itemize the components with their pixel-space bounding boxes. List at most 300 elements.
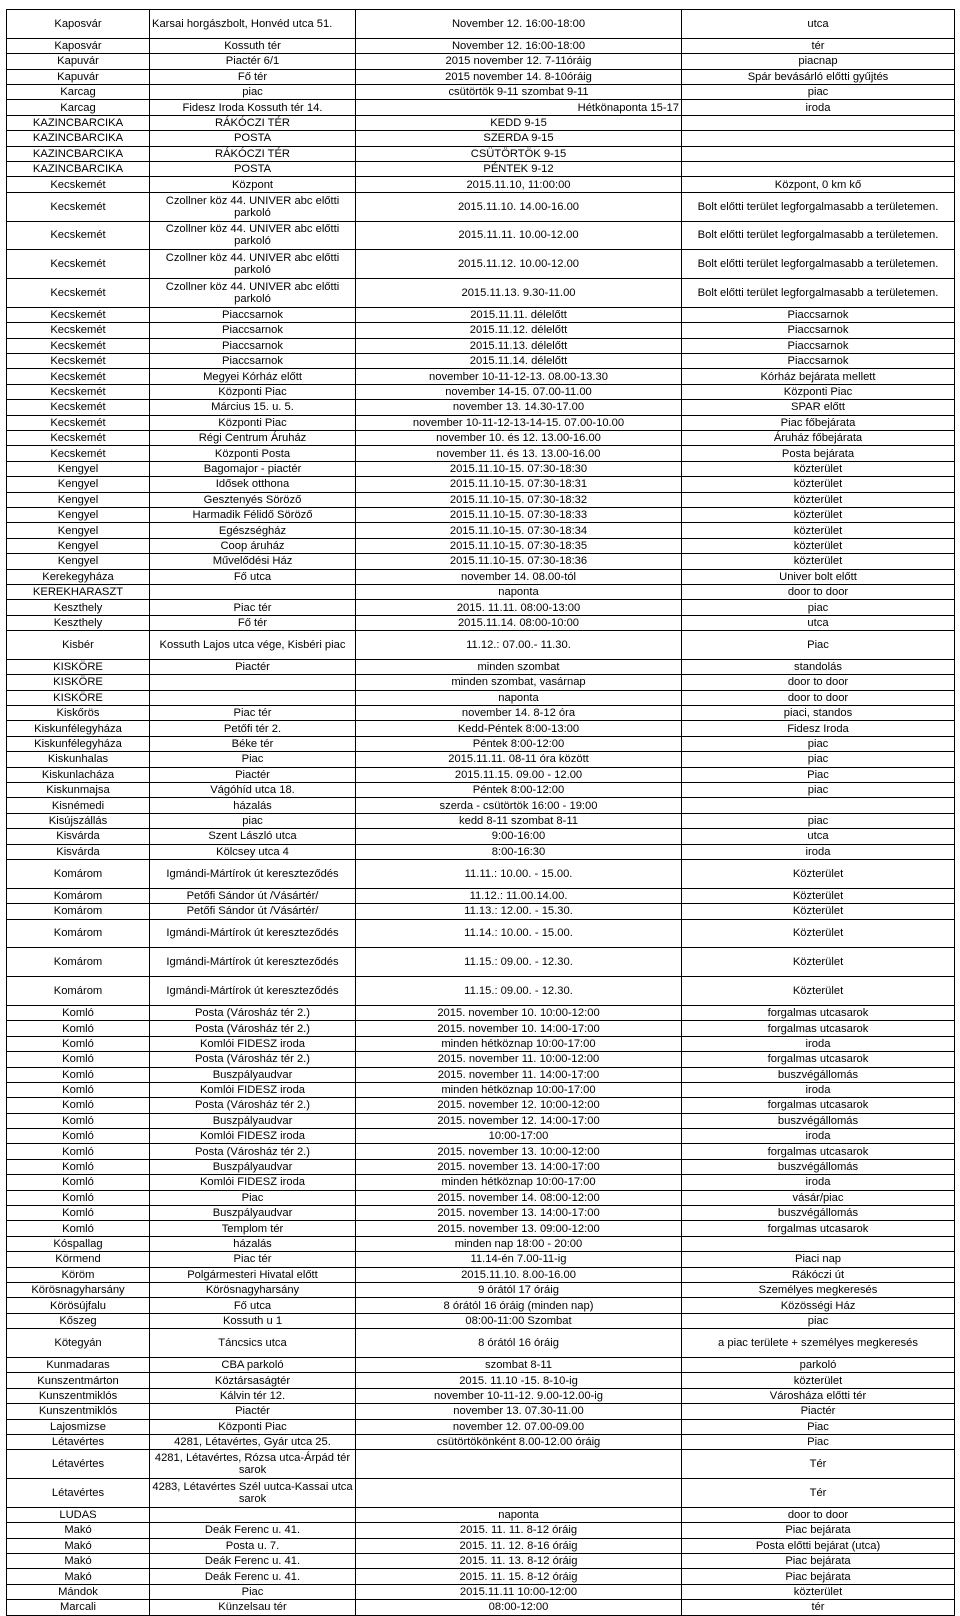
time-cell: 2015 november 14. 8-10óráig (356, 69, 682, 84)
note-cell: Posta előtti bejárat (utca) (682, 1538, 955, 1553)
town-cell: Komló (7, 1098, 150, 1113)
table-row (7, 1052, 955, 1067)
place-cell: Idősek otthona (150, 477, 356, 492)
note-cell: Tér (682, 1450, 955, 1479)
town-cell: Keszthely (7, 615, 150, 630)
table-row (7, 131, 955, 146)
time-cell: 2015. 11. 11. 8-12 óráig (356, 1523, 682, 1538)
place-cell: Komlói FIDESZ iroda (150, 1036, 356, 1051)
note-cell: piacnap (682, 54, 955, 69)
place-cell: Igmándi-Mártírok út kereszteződés (150, 919, 356, 948)
time-cell: 2015.11.10-15. 07:30-18:34 (356, 523, 682, 538)
time-cell: 2015.11.11. 10.00-12.00 (356, 221, 682, 250)
table-row (7, 752, 955, 767)
town-cell: KAZINCBARCIKA (7, 115, 150, 130)
note-cell: Piac (682, 767, 955, 782)
note-cell: vásár/piac (682, 1190, 955, 1205)
table-row (7, 1584, 955, 1599)
place-cell (150, 1507, 356, 1522)
note-cell: Áruház főbejárata (682, 431, 955, 446)
table-row (7, 1005, 955, 1020)
time-cell: 2015.11.11 10:00-12:00 (356, 1584, 682, 1599)
note-cell: Közterület (682, 977, 955, 1006)
note-cell: piac (682, 84, 955, 99)
town-cell: Karcag (7, 84, 150, 99)
table-row (7, 904, 955, 919)
time-cell: PÉNTEK 9-12 (356, 161, 682, 176)
place-cell: Vágóhíd utca 18. (150, 783, 356, 798)
note-cell: Közterület (682, 888, 955, 903)
place-cell: Fő utca (150, 1298, 356, 1313)
table-row (7, 615, 955, 630)
table-row (7, 1036, 955, 1051)
town-cell: Kecskemét (7, 415, 150, 430)
note-cell: buszvégállomás (682, 1159, 955, 1174)
time-cell: 2015. 11. 15. 8-12 óráig (356, 1569, 682, 1584)
note-cell: közterület (682, 1584, 955, 1599)
time-cell: szerda - csütörtök 16:00 - 19:00 (356, 798, 682, 813)
note-cell: iroda (682, 1129, 955, 1144)
note-cell: door to door (682, 1507, 955, 1522)
table-row (7, 477, 955, 492)
place-cell: Piactér (150, 1404, 356, 1419)
place-cell: piac (150, 813, 356, 828)
note-cell: buszvégállomás (682, 1206, 955, 1221)
table-row (7, 1388, 955, 1403)
time-cell: 2015.11.12. délelőtt (356, 323, 682, 338)
place-cell: Posta (Városház tér 2.) (150, 1052, 356, 1067)
place-cell: Fő tér (150, 69, 356, 84)
town-cell: KISKÖRE (7, 659, 150, 674)
town-cell: Körösnagyharsány (7, 1282, 150, 1297)
note-cell: Piac bejárata (682, 1554, 955, 1569)
time-cell: 2015. 11.10 -15. 8-10-ig (356, 1373, 682, 1388)
table-row (7, 736, 955, 751)
place-cell: Piactér 6/1 (150, 54, 356, 69)
town-cell: Kengyel (7, 477, 150, 492)
time-cell: csütörtök 9-11 szombat 9-11 (356, 84, 682, 99)
place-cell: Posta (Városház tér 2.) (150, 1098, 356, 1113)
place-cell: Kossuth u 1 (150, 1313, 356, 1328)
place-cell: Piaccsarnok (150, 307, 356, 322)
town-cell: Létavértes (7, 1479, 150, 1508)
table-row (7, 431, 955, 446)
table-row (7, 84, 955, 99)
town-cell: Kecskemét (7, 446, 150, 461)
table-row (7, 1175, 955, 1190)
time-cell: minden szombat, vasárnap (356, 675, 682, 690)
note-cell: közterület (682, 523, 955, 538)
time-cell: 2015. november 14. 08:00-12:00 (356, 1190, 682, 1205)
time-cell: 2015.11.10-15. 07:30-18:33 (356, 507, 682, 522)
table-row (7, 1159, 955, 1174)
place-cell: Egészségház (150, 523, 356, 538)
note-cell: piac (682, 783, 955, 798)
time-cell: 9 órától 17 óráig (356, 1282, 682, 1297)
place-cell: Március 15. u. 5. (150, 400, 356, 415)
note-cell: door to door (682, 675, 955, 690)
table-row (7, 1523, 955, 1538)
note-cell: piac (682, 813, 955, 828)
town-cell: Komárom (7, 888, 150, 903)
time-cell: 2015. november 13. 10:00-12:00 (356, 1144, 682, 1159)
time-cell: 2015. november 13. 09:00-12:00 (356, 1221, 682, 1236)
note-cell (682, 146, 955, 161)
time-cell: 2015. november 10. 10:00-12:00 (356, 1005, 682, 1020)
note-cell: Közterület (682, 948, 955, 977)
note-cell: Piac főbejárata (682, 415, 955, 430)
time-cell: november 13. 07.30-11.00 (356, 1404, 682, 1419)
place-cell: Karsai horgászbolt, Honvéd utca 51. (150, 10, 356, 39)
town-cell: Kapuvár (7, 69, 150, 84)
place-cell: Piaccsarnok (150, 323, 356, 338)
town-cell: Komárom (7, 977, 150, 1006)
table-row (7, 192, 955, 221)
place-cell: Központi Piac (150, 415, 356, 430)
place-cell: POSTA (150, 161, 356, 176)
table-row (7, 100, 955, 115)
place-cell: Buszpályaudvar (150, 1067, 356, 1082)
note-cell: door to door (682, 584, 955, 599)
town-cell: Kecskemét (7, 250, 150, 279)
note-cell: Városháza előtti tér (682, 1388, 955, 1403)
town-cell: Kecskemét (7, 384, 150, 399)
time-cell: November 12. 16:00-18:00 (356, 38, 682, 53)
table-row (7, 1507, 955, 1522)
note-cell: közterület (682, 461, 955, 476)
note-cell: buszvégállomás (682, 1113, 955, 1128)
table-row (7, 279, 955, 308)
table-row (7, 1082, 955, 1097)
note-cell: utca (682, 829, 955, 844)
table-row (7, 600, 955, 615)
place-cell: Központ (150, 177, 356, 192)
time-cell: 2015.11.13. délelőtt (356, 338, 682, 353)
town-cell: Komárom (7, 904, 150, 919)
town-cell: Mándok (7, 1584, 150, 1599)
place-cell: Petőfi Sándor út /Vásártér/ (150, 904, 356, 919)
time-cell: naponta (356, 690, 682, 705)
note-cell: buszvégállomás (682, 1067, 955, 1082)
table-row (7, 1569, 955, 1584)
time-cell: 2015.11.12. 10.00-12.00 (356, 250, 682, 279)
town-cell: Kecskemét (7, 369, 150, 384)
town-cell: Komló (7, 1036, 150, 1051)
time-cell: naponta (356, 1507, 682, 1522)
place-cell: piac (150, 84, 356, 99)
time-cell: 2015. 11.11. 08:00-13:00 (356, 600, 682, 615)
time-cell: minden nap 18:00 - 20:00 (356, 1236, 682, 1251)
town-cell: Komló (7, 1113, 150, 1128)
table-row (7, 1098, 955, 1113)
note-cell: Rákóczi út (682, 1267, 955, 1282)
time-cell: 2015.11.14. 08:00-10:00 (356, 615, 682, 630)
note-cell (682, 798, 955, 813)
time-cell: 11.11.: 10.00. - 15.00. (356, 859, 682, 888)
time-cell: 2015.11.15. 09.00 - 12.00 (356, 767, 682, 782)
time-cell: november 14. 8-12 óra (356, 706, 682, 721)
place-cell: Központi Piac (150, 1419, 356, 1434)
time-cell: Péntek 8:00-12:00 (356, 736, 682, 751)
table-row (7, 1067, 955, 1082)
place-cell: RÁKÓCZI TÉR (150, 146, 356, 161)
note-cell: Piaccsarnok (682, 338, 955, 353)
table-row (7, 1419, 955, 1434)
time-cell: KEDD 9-15 (356, 115, 682, 130)
place-cell: Fő utca (150, 569, 356, 584)
place-cell: Posta (Városház tér 2.) (150, 1144, 356, 1159)
table-row (7, 338, 955, 353)
note-cell: Piaci nap (682, 1252, 955, 1267)
table-row (7, 384, 955, 399)
place-cell: Piactér (150, 767, 356, 782)
note-cell: a piac területe + személyes megkeresés (682, 1329, 955, 1358)
place-cell: POSTA (150, 131, 356, 146)
table-row (7, 1329, 955, 1358)
time-cell: November 12. 16:00-18:00 (356, 10, 682, 39)
time-cell: 2015.11.14. délelőtt (356, 354, 682, 369)
table-row (7, 1298, 955, 1313)
table-row (7, 369, 955, 384)
place-cell: Petőfi tér 2. (150, 721, 356, 736)
table-row (7, 1206, 955, 1221)
table-row (7, 829, 955, 844)
table-row (7, 631, 955, 660)
time-cell: 8 órától 16 óráig (minden nap) (356, 1298, 682, 1313)
town-cell: Kecskemét (7, 323, 150, 338)
place-cell: Kossuth tér (150, 38, 356, 53)
note-cell: iroda (682, 1036, 955, 1051)
place-cell (150, 584, 356, 599)
town-cell: KISKÖRE (7, 690, 150, 705)
place-cell: Piaccsarnok (150, 338, 356, 353)
note-cell: Piaccsarnok (682, 307, 955, 322)
place-cell: Piac tér (150, 600, 356, 615)
note-cell: Piac bejárata (682, 1523, 955, 1538)
time-cell (356, 1450, 682, 1479)
time-cell: Péntek 8:00-12:00 (356, 783, 682, 798)
time-cell: 2015. november 13. 14:00-17:00 (356, 1206, 682, 1221)
table-row (7, 948, 955, 977)
time-cell: 08:00-11:00 Szombat (356, 1313, 682, 1328)
table-row (7, 1129, 955, 1144)
place-cell: Fidesz Iroda Kossuth tér 14. (150, 100, 356, 115)
table-row (7, 161, 955, 176)
note-cell: Közterület (682, 919, 955, 948)
town-cell: Kunszentmiklós (7, 1404, 150, 1419)
table-row (7, 146, 955, 161)
table-row (7, 1267, 955, 1282)
table-row (7, 1357, 955, 1372)
place-cell: Deák Ferenc u. 41. (150, 1554, 356, 1569)
table-row (7, 1282, 955, 1297)
place-cell: Buszpályaudvar (150, 1113, 356, 1128)
table-row (7, 538, 955, 553)
time-cell: szombat 8-11 (356, 1357, 682, 1372)
note-cell: közterület (682, 554, 955, 569)
town-cell: Létavértes (7, 1434, 150, 1449)
note-cell: Piactér (682, 1404, 955, 1419)
table-row (7, 859, 955, 888)
note-cell: közterület (682, 507, 955, 522)
note-cell: közterület (682, 492, 955, 507)
table-row (7, 461, 955, 476)
place-cell: Komlói FIDESZ iroda (150, 1175, 356, 1190)
table-row (7, 919, 955, 948)
place-cell: Kölcsey utca 4 (150, 844, 356, 859)
town-cell: Kecskemét (7, 279, 150, 308)
town-cell: Komárom (7, 948, 150, 977)
table-row (7, 554, 955, 569)
note-cell: Piaccsarnok (682, 323, 955, 338)
note-cell: piac (682, 600, 955, 615)
place-cell: Piactér (150, 659, 356, 674)
note-cell: Közterület (682, 904, 955, 919)
time-cell: 11.15.: 09.00. - 12.30. (356, 948, 682, 977)
time-cell: 08:00-12:00 (356, 1600, 682, 1615)
note-cell: forgalmas utcasarok (682, 1005, 955, 1020)
note-cell: Bolt előtti terület legforgalmasabb a területemen. (682, 279, 955, 308)
location-table-container (6, 9, 954, 1616)
table-row (7, 446, 955, 461)
time-cell: 2015. 11. 13. 8-12 óráig (356, 1554, 682, 1569)
note-cell: Központ, 0 km kő (682, 177, 955, 192)
time-cell: 2015. november 10. 14:00-17:00 (356, 1021, 682, 1036)
town-cell: Kaposvár (7, 38, 150, 53)
place-cell: Piaccsarnok (150, 354, 356, 369)
note-cell: door to door (682, 690, 955, 705)
place-cell: Kálvin tér 12. (150, 1388, 356, 1403)
time-cell: 8:00-16:30 (356, 844, 682, 859)
table-row (7, 659, 955, 674)
note-cell: Posta bejárata (682, 446, 955, 461)
town-cell: Kiskunfélegyháza (7, 736, 150, 751)
place-cell: Czollner köz 44. UNIVER abc előtti parkoló (150, 279, 356, 308)
time-cell: november 11. és 13. 13.00-16.00 (356, 446, 682, 461)
place-cell: Harmadik Félidő Söröző (150, 507, 356, 522)
table-row (7, 523, 955, 538)
place-cell: Megyei Kórház előtt (150, 369, 356, 384)
time-cell: 2015.11.10-15. 07:30-18:30 (356, 461, 682, 476)
note-cell: Spár bevásárló előtti gyűjtés (682, 69, 955, 84)
town-cell: Komló (7, 1005, 150, 1020)
table-row (7, 1252, 955, 1267)
time-cell: 11.13.: 12.00. - 15.30. (356, 904, 682, 919)
town-cell: Marcali (7, 1600, 150, 1615)
time-cell: 8 órától 16 óráig (356, 1329, 682, 1358)
town-cell: Kisnémedi (7, 798, 150, 813)
time-cell: november 10-11-12. 9.00-12.00-ig (356, 1388, 682, 1403)
time-cell: 2015. 11. 12. 8-16 óráig (356, 1538, 682, 1553)
place-cell: Czollner köz 44. UNIVER abc előtti parkoló (150, 221, 356, 250)
town-cell: Létavértes (7, 1450, 150, 1479)
town-cell: Makó (7, 1523, 150, 1538)
note-cell: iroda (682, 1082, 955, 1097)
town-cell: Kisújszállás (7, 813, 150, 828)
table-row (7, 69, 955, 84)
note-cell: piac (682, 736, 955, 751)
place-cell: Posta u. 7. (150, 1538, 356, 1553)
note-cell: Piaccsarnok (682, 354, 955, 369)
town-cell: Kapuvár (7, 54, 150, 69)
table-row (7, 767, 955, 782)
time-cell: kedd 8-11 szombat 8-11 (356, 813, 682, 828)
note-cell: Fidesz Iroda (682, 721, 955, 736)
table-row (7, 1021, 955, 1036)
note-cell: Közterület (682, 859, 955, 888)
note-cell: forgalmas utcasarok (682, 1052, 955, 1067)
place-cell: Polgármesteri Hivatal előtt (150, 1267, 356, 1282)
time-cell: 2015. november 11. 14:00-17:00 (356, 1067, 682, 1082)
time-cell: 2015.11.11. délelőtt (356, 307, 682, 322)
town-cell: KAZINCBARCIKA (7, 146, 150, 161)
note-cell: piac (682, 1313, 955, 1328)
time-cell: 2015.11.10, 11:00:00 (356, 177, 682, 192)
table-row (7, 1313, 955, 1328)
town-cell: Komló (7, 1082, 150, 1097)
table-row (7, 1221, 955, 1236)
note-cell: forgalmas utcasarok (682, 1144, 955, 1159)
town-cell: Kunszentmárton (7, 1373, 150, 1388)
time-cell: 2015. november 12. 10:00-12:00 (356, 1098, 682, 1113)
table-row (7, 783, 955, 798)
town-cell: Kerekegyháza (7, 569, 150, 584)
place-cell: Buszpályaudvar (150, 1159, 356, 1174)
table-row (7, 10, 955, 39)
place-cell: Kossuth Lajos utca vége, Kisbéri piac (150, 631, 356, 660)
place-cell: házalás (150, 798, 356, 813)
table-row (7, 813, 955, 828)
town-cell: Kengyel (7, 492, 150, 507)
table-row (7, 1479, 955, 1508)
place-cell: Deák Ferenc u. 41. (150, 1569, 356, 1584)
place-cell: CBA parkoló (150, 1357, 356, 1372)
table-row (7, 798, 955, 813)
place-cell: Igmándi-Mártírok út kereszteződés (150, 977, 356, 1006)
place-cell: Piac (150, 1190, 356, 1205)
note-cell: közterület (682, 1373, 955, 1388)
table-row (7, 1450, 955, 1479)
table-body (7, 10, 955, 1616)
town-cell: Kisvárda (7, 844, 150, 859)
table-row (7, 1144, 955, 1159)
table-row (7, 38, 955, 53)
town-cell: Kiskunhalas (7, 752, 150, 767)
time-cell: 2015.11.10-15. 07:30-18:36 (356, 554, 682, 569)
time-cell: 11.14.: 10.00. - 15.00. (356, 919, 682, 948)
town-cell: Körösújfalu (7, 1298, 150, 1313)
place-cell: Coop áruház (150, 538, 356, 553)
place-cell: Piac tér (150, 706, 356, 721)
time-cell: 2015.11.13. 9.30-11.00 (356, 279, 682, 308)
time-cell: 2015. november 11. 10:00-12:00 (356, 1052, 682, 1067)
place-cell: Igmándi-Mártírok út kereszteződés (150, 859, 356, 888)
town-cell: Körmend (7, 1252, 150, 1267)
town-cell: Komló (7, 1052, 150, 1067)
place-cell: Deák Ferenc u. 41. (150, 1523, 356, 1538)
note-cell: Piac (682, 1419, 955, 1434)
town-cell: Kecskemét (7, 177, 150, 192)
town-cell: Makó (7, 1554, 150, 1569)
town-cell: Komló (7, 1190, 150, 1205)
note-cell: forgalmas utcasarok (682, 1221, 955, 1236)
town-cell: Karcag (7, 100, 150, 115)
time-cell: 2015.11.10. 14.00-16.00 (356, 192, 682, 221)
town-cell: Makó (7, 1569, 150, 1584)
town-cell: Kengyel (7, 538, 150, 553)
note-cell: Központi Piac (682, 384, 955, 399)
note-cell: Közösségi Ház (682, 1298, 955, 1313)
